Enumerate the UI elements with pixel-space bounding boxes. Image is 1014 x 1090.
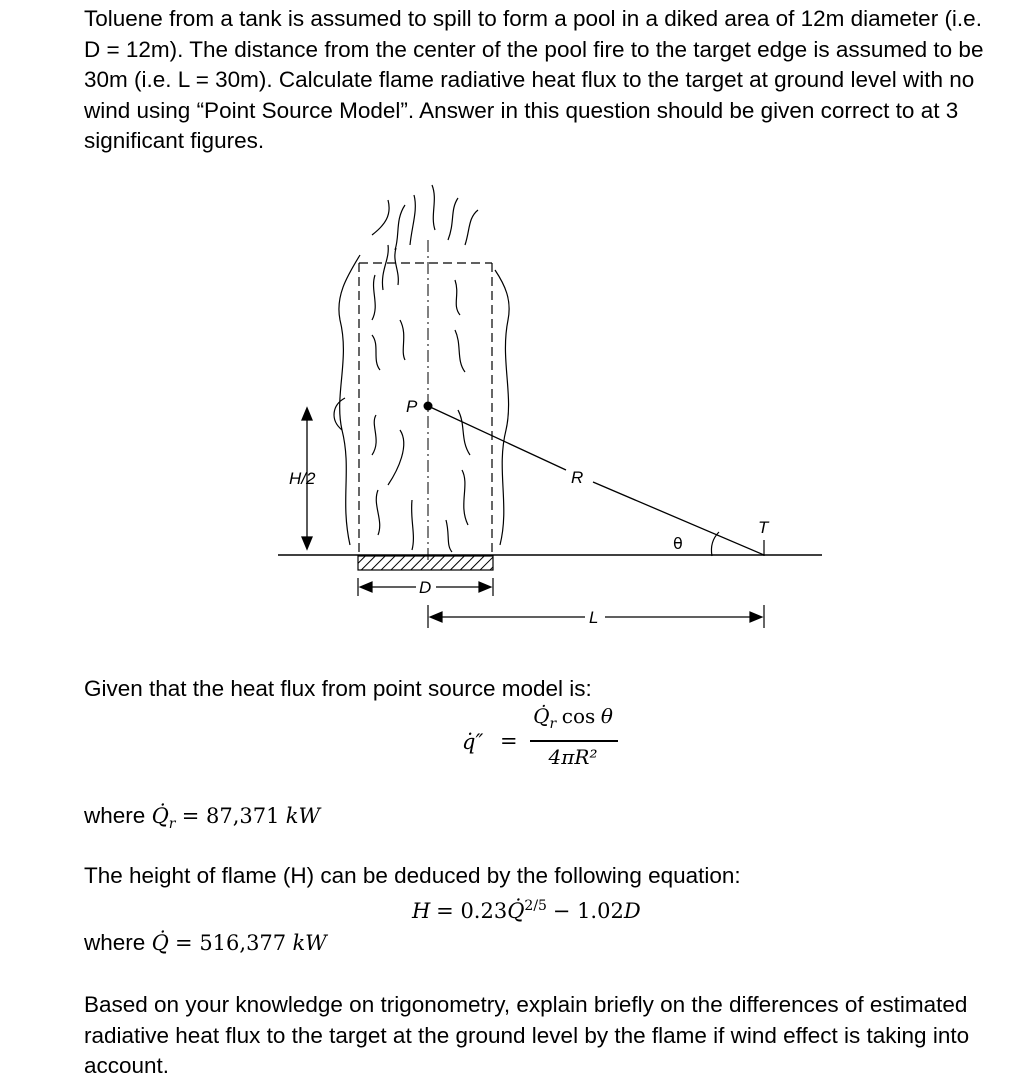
qr-unit: kW [285, 804, 321, 828]
label-l: L [589, 608, 599, 627]
r-line-1 [428, 406, 566, 470]
where-label-1: where [84, 803, 146, 828]
formula-lhs: q̇″ [462, 730, 484, 754]
where-qr-line [84, 803, 320, 832]
height-eq-tail: − 1.02 [552, 899, 624, 923]
numerator-theta: θ [600, 704, 613, 728]
numerator-sub: r [549, 716, 557, 732]
q-value: = 516,377 [175, 931, 287, 955]
point-source-formula [458, 704, 638, 774]
formula-denominator: 4πR² [548, 745, 598, 769]
label-r: R [571, 468, 584, 487]
given-text: Given that the heat flux from point source model is: [84, 676, 592, 701]
numerator-q: Q̇ [533, 704, 550, 728]
qr-value: = 87,371 [181, 804, 280, 828]
height-eq-d: D [623, 899, 641, 923]
q-unit: kW [292, 931, 327, 955]
label-h-half: H/2 [289, 469, 316, 488]
pool-fire-diagram [270, 180, 830, 640]
height-eq-lhs: H [412, 899, 431, 923]
pool-hatch [358, 556, 493, 570]
where-label-2: where [84, 930, 146, 955]
formula-numerator [528, 704, 618, 732]
formula-equals: = [500, 729, 518, 753]
height-eq-exp: 2/5 [524, 898, 547, 914]
where-q-line [84, 930, 327, 956]
label-p: P [406, 397, 418, 416]
numerator-cos: cos [561, 704, 596, 728]
q-symbol: Q̇ [151, 931, 169, 955]
qr-symbol: $Q̇_r$ [151, 804, 176, 833]
question-intro: Toluene from a tank is assumed to spill to form a pool in a diked area of 12m diameter (i.e. D = 12m). The distance from the center of the pool fire to the target edge is assumed to be 30m (i.e. L = 30m). Calculate flame radiative heat flux to the target at ground level with no wind using “Point Source Model”. Answer in this question should be given correct to at 3 significant figures. [84, 6, 984, 153]
label-t: T [758, 518, 769, 537]
label-theta: θ [673, 534, 683, 553]
height-eq-rhs: = 0.23 [436, 899, 508, 923]
flame-curves [334, 185, 509, 552]
height-equation [412, 898, 641, 924]
height-text: The height of flame (H) can be deduced by the following equation: [84, 863, 741, 888]
final-question: Based on your knowledge on trigonometry, explain briefly on the differences of estimated radiative heat flux to the target at the ground level by the flame if wind effect is taking into account. [84, 992, 970, 1078]
fraction-bar [530, 740, 618, 742]
height-eq-q: Q̇ [507, 899, 525, 923]
label-d: D [419, 578, 432, 597]
